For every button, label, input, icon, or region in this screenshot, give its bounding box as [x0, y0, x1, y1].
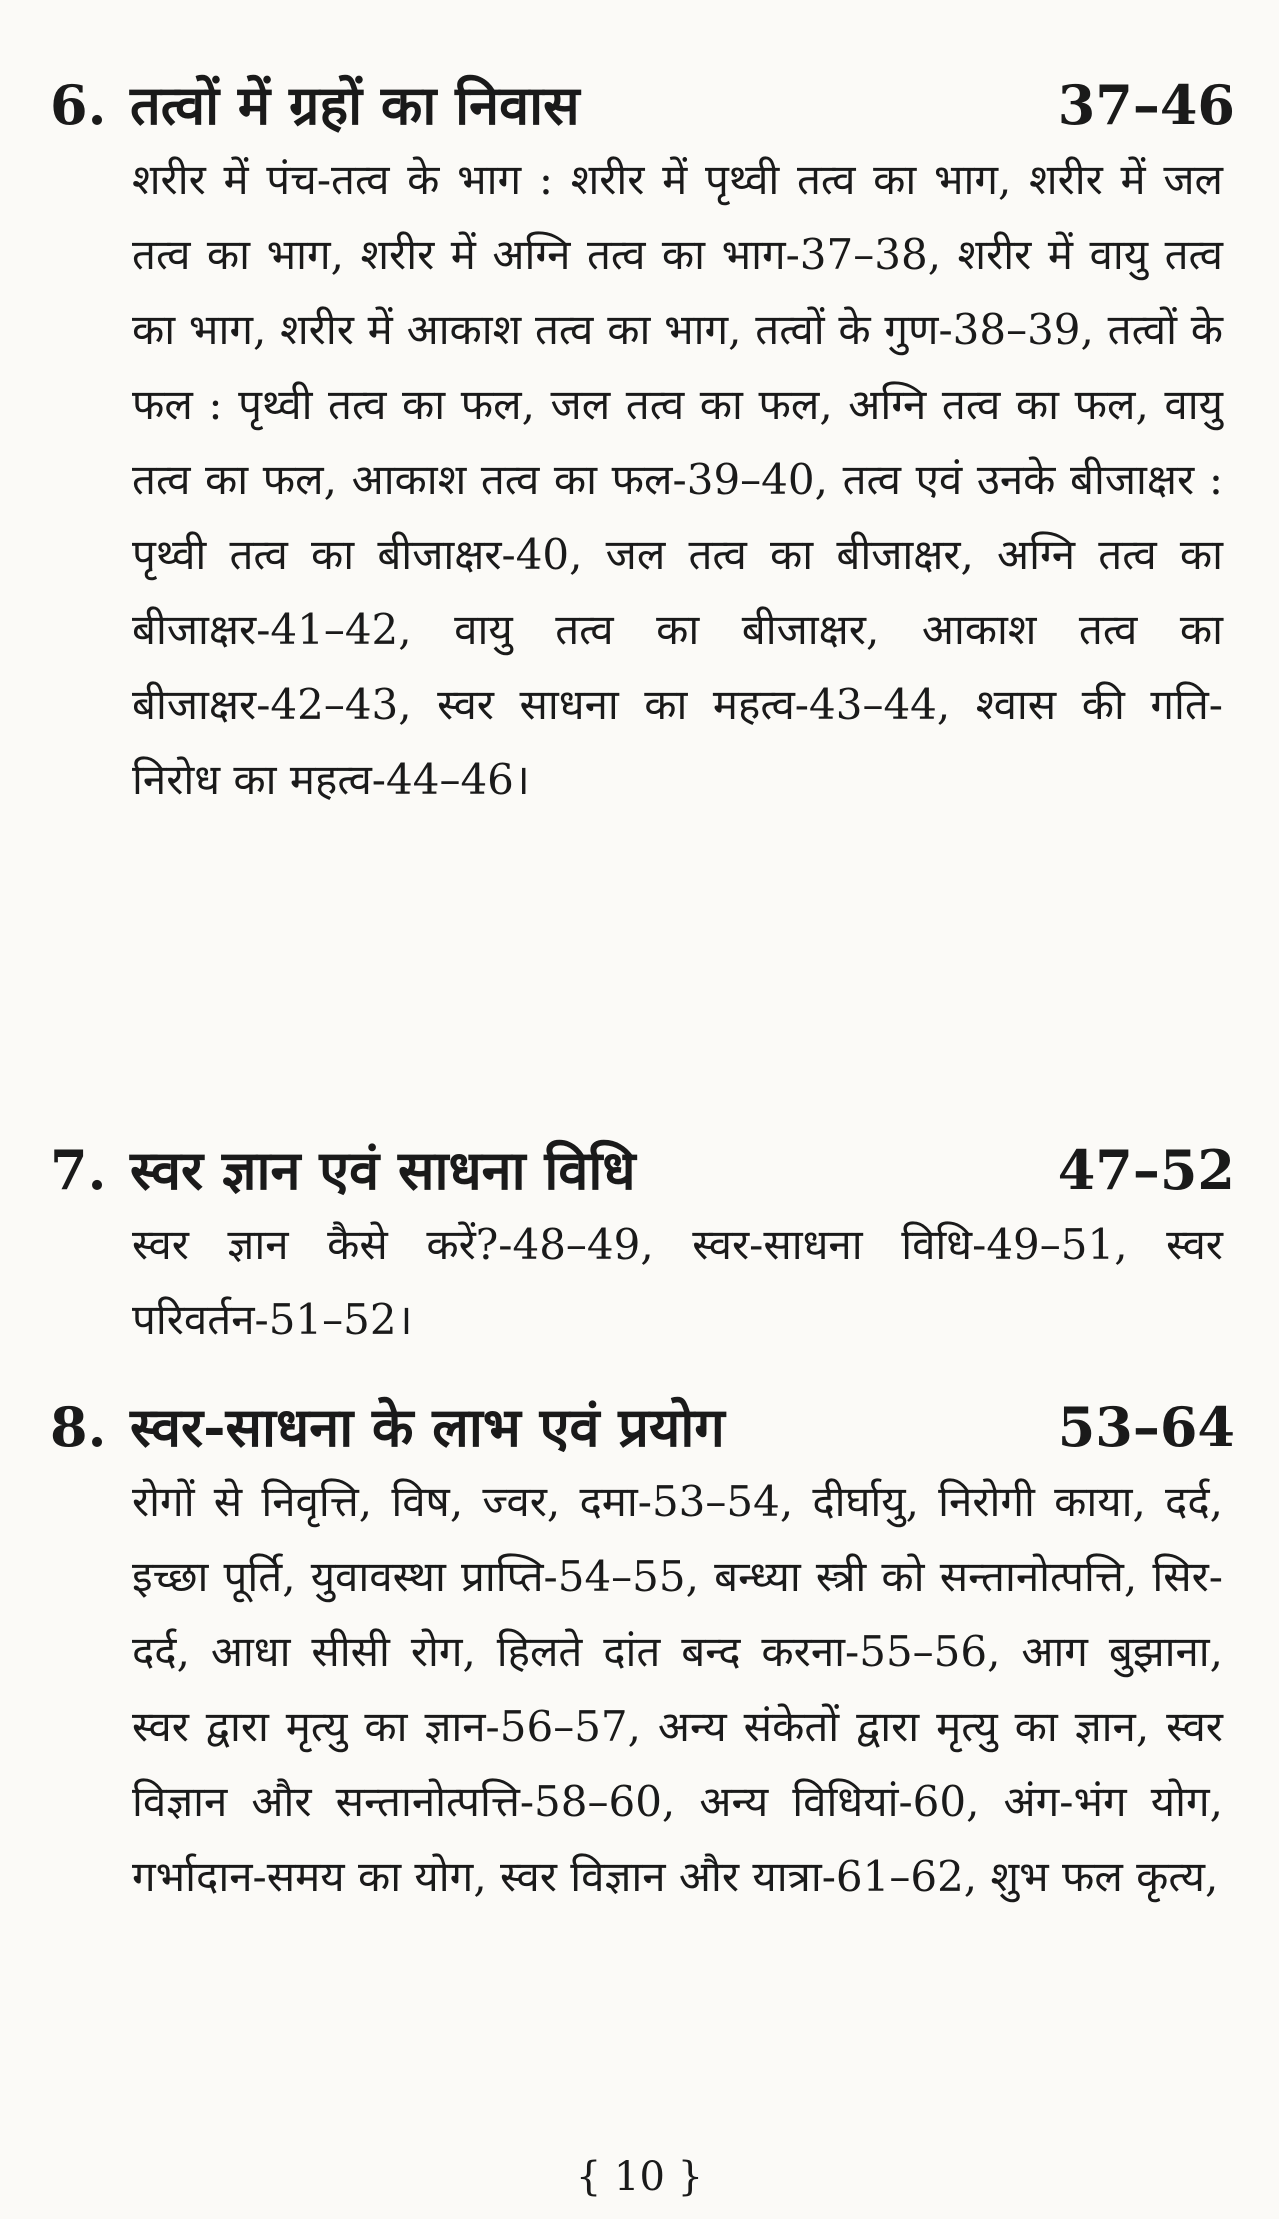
chapter-title: स्वर-साधना के लाभ एवं प्रयोग [130, 1395, 725, 1459]
chapter-heading [50, 1390, 1235, 1464]
chapter-title: स्वर ज्ञान एवं साधना विधि [130, 1138, 636, 1202]
chapter-heading [50, 1133, 1235, 1207]
chapter-entry-6 [50, 68, 1235, 817]
chapter-page-range: 47–52 [1057, 1138, 1235, 1202]
chapter-entry-7 [50, 1133, 1235, 1357]
chapter-number: 7. [50, 1138, 107, 1202]
chapter-number: 8. [50, 1395, 107, 1459]
chapter-title: तत्वों में ग्रहों का निवास [130, 73, 580, 137]
chapter-heading [50, 68, 1235, 142]
chapter-number: 6. [50, 73, 107, 137]
chapter-page-range: 37–46 [1057, 73, 1235, 137]
chapter-page-range: 53–64 [1057, 1395, 1235, 1459]
chapter-entry-8 [50, 1390, 1235, 1914]
page-number: { 10 } [575, 2154, 704, 2200]
chapter-contents-text: रोगों से निवृत्ति, विष, ज्वर, दमा-53–54, दीर्घायु, निरोगी काया, दर्द, इच्छा पूर्ति, युवावस्था प्राप्ति-54–55, बन्ध्या स्त्री को सन्तानोत्पत्ति, सिर-दर्द, आधा सीसी रोग, हिलते दांत बन्द करना-55–56, आग बुझाना, स्वर द्वारा मृत्यु का ज्ञान-56–57, अन्य संकेतों द्वारा मृत्यु का ज्ञान, स्वर विज्ञान और सन्तानोत्पत्ति-58–60, अन्य विधियां-60, अंग-भंग योग, गर्भादान-समय का योग, स्वर विज्ञान और यात्रा-61–62, शुभ फल कृत्य, [132, 1477, 1223, 1901]
chapter-contents-text: शरीर में पंच-तत्व के भाग : शरीर में पृथ्वी तत्व का भाग, शरीर में जल तत्व का भाग, शरीर में अग्नि तत्व का भाग-37–38, शरीर में वायु तत्व का भाग, शरीर में आकाश तत्व का भाग, तत्वों के गुण-38–39, तत्वों के फल : पृथ्वी तत्व का फल, जल तत्व का फल, अग्नि तत्व का फल, वायु तत्व का फल, आकाश तत्व का फल-39–40, तत्व एवं उनके बीजाक्षर : पृथ्वी तत्व का बीजाक्षर-40, जल तत्व का बीजाक्षर, अग्नि तत्व का बीजाक्षर-41–42, वायु तत्व का बीजाक्षर, आकाश तत्व का बीजाक्षर-42–43, स्वर साधना का महत्व-43–44, श्वास की गति-निरोध का महत्व-44–46। [132, 155, 1223, 804]
chapter-contents-text: स्वर ज्ञान कैसे करें?-48–49, स्वर-साधना विधि-49–51, स्वर परिवर्तन-51–52। [132, 1220, 1223, 1344]
